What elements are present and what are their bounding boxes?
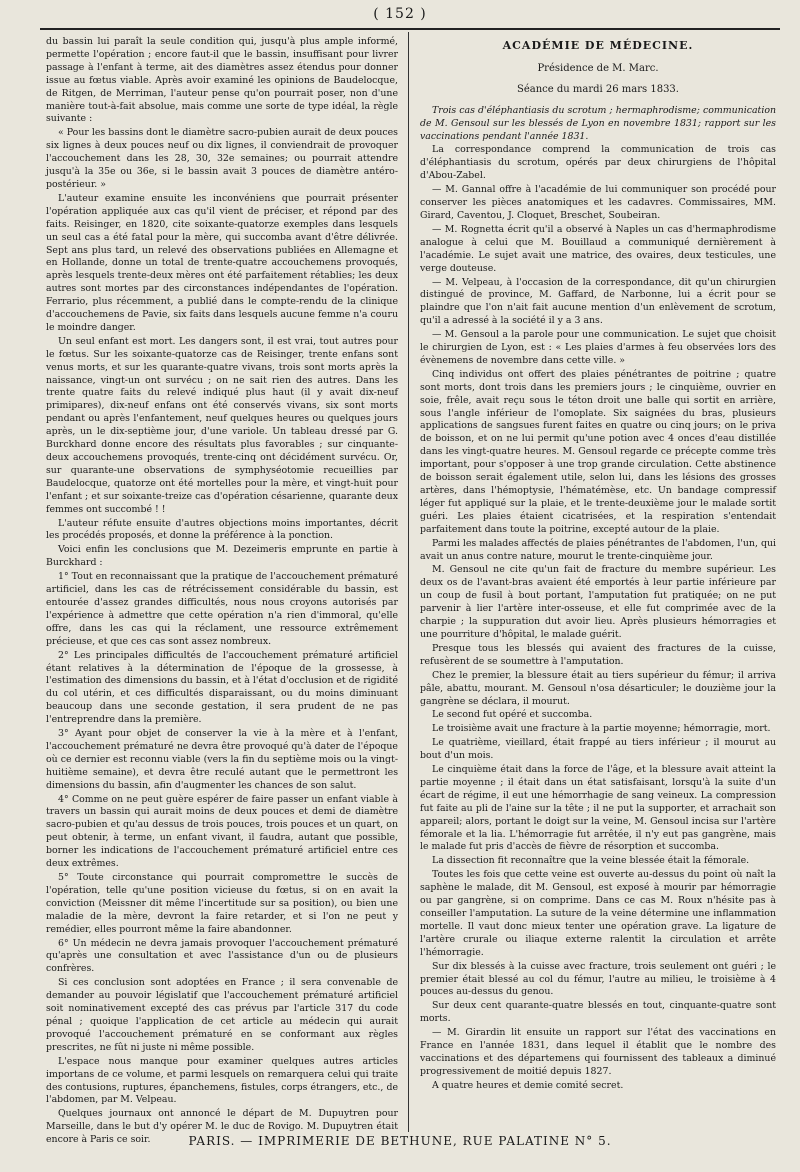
presidency-line: Présidence de M. Marc. [537, 62, 659, 74]
right-column [420, 36, 776, 1126]
right-paragraph: Chez le premier, la blessure était au tiers supérieur du fémur; il arriva pâle, abattu, mourant. M. Gensoul n'osa désarticuler; le douzième jour la gangrène se déclara, il mourut. [420, 669, 776, 707]
left-paragraph: 2° Les principales difficultés de l'accouchement prématuré artificiel étant relatives à la détermination de l'époque de la grossesse, à l'estimation des dimensions du bassin, et à l'état d'occlusion et de rigidité du col utérin, et ces difficultés disparaissant, ou du moins diminuant beaucoup dans une seconde gestation, il sera prudent de ne pas l'entreprendre dans la première. [46, 649, 398, 726]
right-paragraph: — M. Rognetta écrit qu'il a observé à Naples un cas d'hermaphrodisme analogue à celui que M. Bouillaud a communiqué dernièrement à l'académie. Le sujet avait une matrice, des ovaires, deux testicules, une verge douteuse. [420, 223, 776, 274]
right-paragraph: Sur deux cent quarante-quatre blessés en tout, cinquante-quatre sont morts. [420, 1000, 776, 1025]
right-paragraph: Toutes les fois que cette veine est ouverte au-dessus du point où naît la saphène le malade, dit M. Gensoul, est exposé à mourir par hémorragie ou par gangrène, si on comprime. Dans ce cas M. Roux n'hésite pas à conseiller l'amputation. La suture de la veine détermine une inflammation mortelle. Il vaut donc mieux tenter une opération grave. La ligature de l'artère crurale ou iliaque externe ralentit la circulation et arrête l'hémorragie. [420, 869, 776, 958]
right-paragraph: — M. Girardin lit ensuite un rapport sur l'état des vaccinations en France en l'année 1831, dans lequel il établit que le nombre des vaccinations et des départemens qui fournissent des tableaux a diminué progressivement de moitié depuis 1827. [420, 1027, 776, 1077]
right-paragraph: M. Gensoul ne cite qu'un fait de fracture du membre supérieur. Les deux os de l'avant-bras avaient été emportés à leur partie inférieure par un coup de fusil à bout portant, l'amputation fut pratiquée; on ne put parvenir à lier l'artère inter-osseuse, et elle fut comprimée avec de la charpie ; la suppuration dut avoir lieu. Après plusieurs hémorragies et une pourriture d'hôpital, le malade guérit. [420, 564, 776, 640]
left-paragraph: du bassin lui paraît la seule condition qui, jusqu'à plus ample informé, permette l'opération ; encore faut-il que le bassin, insuffisant pour livrer passage à l'enfant à terme, ait des diamètres assez étendus pour donner issue au fœtus viable. Après avoir examiné les opinions de Baudelocque, de Ritgen, de Merriman, l'auteur pense qu'on pourrait poser, non d'une manière tout-à-fait absolue, mais comme une sorte de type idéal, la règle suivante : [46, 36, 398, 125]
right-paragraph: A quatre heures et demie comité secret. [432, 1079, 624, 1091]
left-paragraph: Voici enfin les conclusions que M. Dezeimeris emprunte en partie à Burckhard : [46, 544, 398, 569]
section-heading: ACADÉMIE DE MÉDECINE. [502, 39, 694, 52]
left-paragraph: Si ces conclusion sont adoptées en France ; il sera convenable de demander au pouvoir législatif que l'accouchement prématuré artificiel soit nominativement excepté des cas prévus par l'article 317 du code pénal ; quoique l'application de cet article au médecin qui aurait provoqué l'accouchement prématuré en se conformant aux règles prescrites, ne fût ni juste ni même possible. [46, 977, 398, 1053]
page-number: ( 152 ) [373, 6, 427, 22]
left-paragraph: 6° Un médecin ne devra jamais provoquer l'accouchement prématuré qu'après une consultation et avec l'assistance d'un ou de plusieurs confrères. [46, 937, 398, 975]
right-paragraph: Parmi les malades affectés de plaies pénétrantes de l'abdomen, l'un, qui avait un anus contre nature, mourut le trente-cinquième jour. [420, 537, 776, 562]
left-column [46, 36, 398, 1146]
session-date: Séance du mardi 26 mars 1833. [517, 83, 679, 95]
left-paragraph: 5° Toute circonstance qui pourrait compromettre le succès de l'opération, telle qu'une position vicieuse du fœtus, si on en avait la conviction (Meissner dit même l'incertitude sur sa position), ou bien une maladie de la mère, devront la faire retarder, et si l'on ne peut y remédier, elles pourront même la faire abandonner. [46, 872, 398, 935]
right-paragraph: Presque tous les blessés qui avaient des fractures de la cuisse, refusèrent de se soumettre à l'amputation. [420, 642, 776, 667]
left-paragraph: L'espace nous manque pour examiner quelques autres articles importans de ce volume, et parmi lesquels on remarquera celui qui traite des contusions, ruptures, épanchemens, fistules, corps étrangers, etc., de l'abdomen, par M. Velpeau. [46, 1055, 398, 1106]
right-paragraph: Le cinquième était dans la force de l'âge, et la blessure avait atteint la partie moyenne ; il était dans un état satisfaisant, lorsqu'à la suite d'un écart de régime, il eut une hémorrhagie de sang veineux. La compression fut faite au pli de l'aine sur la tête ; il ne put la supporter, et arrachait son appareil; alors, portant le doigt sur la veine, M. Gensoul incisa sur l'artère fémorale et la lia. L'hémorragie fut arrêtée, il n'y eut pas gangrène, mais le malade fut pris d'accès de fièvre de résorption et succomba. [420, 764, 776, 853]
right-paragraph: Sur dix blessés à la cuisse avec fracture, trois seulement ont guéri ; le premier était blessé au col du fémur, l'autre au milieu, le troisième à 4 pouces au-dessus du genou. [420, 960, 776, 998]
right-paragraph: Le troisième avait une fracture à la partie moyenne; hémorragie, mort. [432, 723, 771, 735]
right-paragraph: Cinq individus ont offert des plaies pénétrantes de poitrine ; quatre sont morts, dont trois dans les premiers jours ; le cinquième, ouvrier en soie, frêle, avait reçu sous le téton droit une balle qui sortit en arrière, sous l'angle inférieur de l'omoplate. Six saignées du bras, plusieurs applications de sangsues furent faites en quatre ou cinq jours; on le priva de boisson, et on ne lui permit qu'une potion avec 4 onces d'eau distillée dans les vingt-quatre heures. M. Gensoul regarde ce précepte comme très important, pour s'opposer à une trop grande circulation. Cette abstinence de boisson serait également utile, selon lui, dans les lésions des grosses artères, dans l'hémoptysie, l'hématémèse, etc. Un bandage compressif léger fut appliqué sur la plaie, et le trente-deuxième jour le malade sortit guéri. Les plaies étaient cicatrisées, et la respiration s'entendait parfaitement dans toute la poitrine, excepté autour de la plaie. [420, 368, 776, 535]
left-paragraph: 3° Ayant pour objet de conserver la vie à la mère et à l'enfant, l'accouchement prématuré ne devra être provoqué qu'à dater de l'époque où ce dernier est reconnu viable (vers la fin du septième mois ou la vingt-huitième semaine), et devra être reculé autant que le permettront les dimensions du bassin, afin d'augmenter les chances de son salut. [46, 728, 398, 791]
printer-imprint: PARIS. — IMPRIMERIE DE BETHUNE, RUE PALATINE N° 5. [188, 1134, 612, 1148]
right-paragraph: Le second fut opéré et succomba. [432, 709, 593, 721]
right-paragraph: — M. Gannal offre à l'académie de lui communiquer son procédé pour conserver les pièces anatomiques et les cadavres. Commissaires, MM. Girard, Caventou, J. Cloquet, Breschet, Soubeiran. [420, 184, 776, 221]
left-paragraph: 4° Comme on ne peut guère espérer de faire passer un enfant viable à travers un bassin qui aurait moins de deux pouces et demi de diamètre sacro-pubien et qu'au dessus de trois pouces, trois pouces et un quart, on peut obtenir, à terme, un enfant vivant, il faudra, autant que possible, borner les indications de l'accouchement prématuré artificiel entre ces deux extrêmes. [46, 793, 398, 870]
right-paragraph: La dissection fit reconnaître que la veine blessée était la fémorale. [432, 855, 750, 867]
column-divider [408, 32, 409, 1132]
right-paragraph: La correspondance comprend la communication de trois cas d'éléphantiasis du scrotum, opérés par deux chirurgiens de l'hôpital d'Abou-Zabel. [420, 144, 776, 182]
right-paragraph: — M. Gensoul a la parole pour une communication. Le sujet que choisit le chirurgien de Lyon, est : « Les plaies d'armes à feu observées lors des évènemens de novembre dans cette ville. » [420, 329, 776, 366]
left-paragraph: L'auteur réfute ensuite d'autres objections moins importantes, décrit les procédés proposés, et donne la préférence à la ponction. [46, 517, 398, 542]
session-summary: Trois cas d'éléphantiasis du scrotum ; hermaphrodisme; communication de M. Gensoul sur les blessés de Lyon en novembre 1831; rapport sur les vaccinations pendant l'année 1831. [420, 104, 776, 142]
top-rule [40, 28, 780, 30]
left-paragraph: « Pour les bassins dont le diamètre sacro-pubien aurait de deux pouces six lignes à deux pouces neuf ou dix lignes, il conviendrait de provoquer l'accouchement dans les 28, 30, 32e semaines; ou pourrait attendre jusqu'à la 35e ou 36e, si le bassin avait 3 pouces de diamètre antéro-postérieur. » [46, 127, 398, 190]
left-paragraph: 1° Tout en reconnaissant que la pratique de l'accouchement prématuré artificiel, dans les cas de rétrécissement considérable du bassin, est entourée d'assez grandes difficultés, nous nous croyons autorisés par l'expérience à admettre que cette opération n'a rien d'immoral, qu'elle offre, dans les cas qui la réclament, une ressource extrêmement précieuse, et que ces cas sont assez nombreux. [46, 571, 398, 647]
right-paragraph: Le quatrième, vieillard, était frappé au tiers inférieur ; il mourut au bout d'un mois. [420, 737, 776, 762]
left-paragraph: L'auteur examine ensuite les inconvéniens que pourrait présenter l'opération appliquée aux cas qu'il vient de préciser, et répond par des faits. Reisinger, en 1820, cite soixante-quatorze exemples dans lesquels un seul cas a été fatal pour la mère, qui succomba avant d'être délivrée. Sept ans plus tard, un relevé des observations publiées en Allemagne et en Hollande, donne un total de trente-quatre accouchemens provoqués, après lesquels trente-deux mères ont été parfaitement rétablies; les deux autres sont mortes par des circonstances indépendantes de l'opération. Ferrario, plus récemment, a publié dans le compte-rendu de la clinique d'accouchemens de Pavie, six faits dans lesquels aucune femme n'a couru le moindre danger. [46, 192, 398, 333]
left-paragraph: Un seul enfant est mort. Les dangers sont, il est vrai, tout autres pour le fœtus. Sur les soixante-quatorze cas de Reisinger, trente enfans sont venus morts, et sur les quarante-quatre vivans, trois sont morts après la naissance, vingt-un ont survécu ; on ne sait rien des autres. Dans les trente quatre faits du relevé indiqué plus haut (il y avait dix-neuf primipares), dix-neuf enfans ont été conservés vivans, six sont morts pendant ou après l'enfantement, neuf quelques heures ou quelques jours après, un le dix-septième jour, d'une variole. Un tableau dressé par G. Burckhard donne encore des résultats plus favorables ; sur cinquante-deux accouchemens provoqués, trente-cinq ont décidément survécu. Or, sur quarante-une observations de symphyséotomie recueillies par Baudelocque, quatorze ont été mortelles pour la mère, et vingt-huit pour l'enfant ; et sur soixante-treize cas d'opération césarienne, quarante deux femmes ont succombé ! ! [46, 335, 398, 515]
right-paragraph: — M. Velpeau, à l'occasion de la correspondance, dit qu'un chirurgien distingué de province, M. Gaffard, de Narbonne, lui a écrit pour se plaindre que l'on n'ait fait aucune mention d'un enlèvement de scrotum, qu'il a adressé à la société il y a 3 ans. [420, 276, 776, 327]
news-note: Quelques journaux ont annoncé le départ de M. Dupuytren pour Marseille, dans le but d'y opérer M. le duc de Rovigo. M. Dupuytren était encore à Paris ce soir. [46, 1108, 398, 1146]
